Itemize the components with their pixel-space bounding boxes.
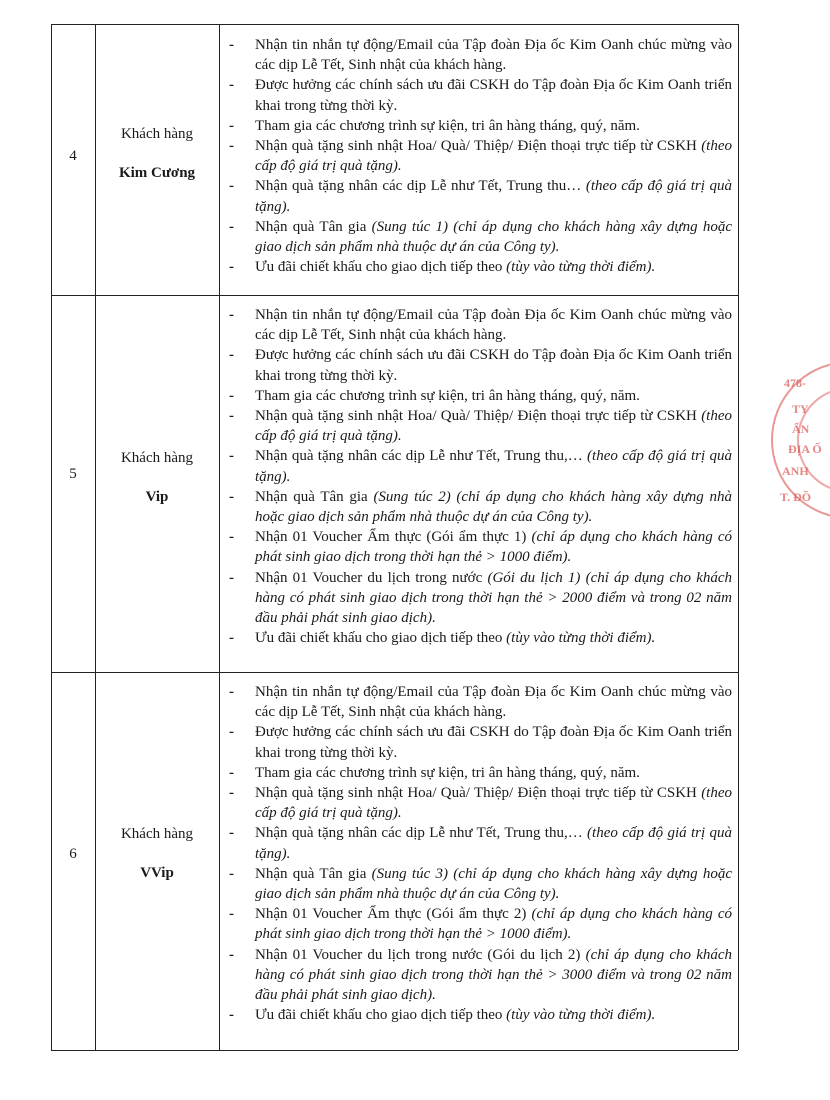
row-number: 4 [69,148,77,164]
bullet-dash: - [229,307,234,323]
benefit-text: Tham gia các chương trình sự kiện, tri ân hàng tháng, quý, năm. [255,117,640,134]
bullet-dash: - [229,117,234,134]
benefit-text: Nhận quà tặng sinh nhật Hoa/ Quà/ Thiệp/ Điện thoại trực tiếp từ CSKH [255,138,697,155]
bullet-dash: - [229,178,234,195]
benefit-note: (tùy vào từng thời điểm). [506,1007,656,1024]
benefit-text: Nhận 01 Voucher du lịch trong nước (Gói du lịch 2) [255,946,581,963]
benefit-item [222,176,732,216]
seal-text-fragment: T. ĐỒ [780,490,812,504]
bullet-dash: - [229,825,234,842]
benefit-text: Nhận quà Tân gia [255,218,367,235]
benefit-note: (theo cấp độ giá trị quà tặng). [255,785,733,822]
benefit-text: Tham gia các chương trình sự kiện, tri ân hàng tháng, quý, năm. [255,764,640,781]
benefit-note: (theo cấp độ giá trị quà tặng). [255,825,732,862]
benefit-item [222,864,732,904]
bullet-dash: - [229,448,234,465]
benefit-item [222,945,732,1006]
bullet-dash: - [229,387,234,404]
benefit-text: Được hưởng các chính sách ưu đãi CSKH do Tập đoàn Địa ốc Kim Oanh triển khai trong từng thời kỳ. [255,77,732,114]
row-number: 5 [69,466,77,482]
benefit-item [222,446,732,486]
benefit-item [222,386,732,406]
benefit-text: Nhận tin nhắn tự động/Email của Tập đoàn Địa ốc Kim Oanh chúc mừng vào các dịp Lễ Tết, Sinh nhật của khách hàng. [255,37,732,74]
benefit-text: Nhận quà tặng nhân các dịp Lễ như Tết, Trung thu… [255,178,582,195]
benefit-item [222,345,732,385]
benefit-text: Nhận tin nhắn tự động/Email của Tập đoàn Địa ốc Kim Oanh chúc mừng vào các dịp Lễ Tết, Sinh nhật của khách hàng. [255,307,732,344]
benefit-item [222,568,732,629]
benefit-item [222,682,732,722]
benefit-note: (tùy vào từng thời điểm). [506,259,656,276]
benefit-item [222,527,732,567]
benefit-text: Nhận quà tặng sinh nhật Hoa/ Quà/ Thiệp/ Điện thoại trực tiếp từ CSKH [255,408,697,425]
bullet-dash: - [229,946,234,963]
customer-label: Khách hàng [120,826,194,842]
benefit-item [222,75,732,115]
benefit-item [222,257,732,277]
seal-text-fragment: ĐỊA Ố [788,442,822,456]
table-top-border [51,24,738,25]
benefit-text: Tham gia các chương trình sự kiện, tri ân hàng tháng, quý, năm. [255,387,640,404]
benefit-item [222,35,732,75]
customer-label: Khách hàng [120,450,194,466]
seal-text-fragment: TY [792,402,809,416]
benefit-text: Ưu đãi chiết khấu cho giao dịch tiếp theo [255,630,503,647]
bullet-dash: - [229,724,234,741]
benefit-item [222,722,732,762]
row-divider [51,295,738,296]
row-number: 6 [69,846,77,862]
bullet-dash: - [229,77,234,94]
table-left-border [51,24,52,1050]
benefit-text: Nhận 01 Voucher Ẩm thực (Gói ẩm thực 2) [255,906,527,923]
benefit-note: (chỉ áp dụng cho khách hàng có phát sinh giao dịch trong thời hạn thẻ > 1000 điểm). [255,529,733,566]
benefit-note: (chỉ áp dụng cho khách hàng có phát sinh giao dịch trong thời hạn thẻ > 3000 điểm và trong 02 năm đầu phải phát sinh giao dịch). [255,946,733,1004]
benefit-item [222,116,732,136]
benefit-text: Nhận quà tặng nhân các dịp Lễ như Tết, Trung thu,… [255,448,583,465]
customer-tier-cell [95,450,219,506]
bullet-dash: - [229,259,234,276]
benefit-item [222,628,732,648]
benefit-item [222,305,732,345]
bullet-dash: - [229,569,234,586]
tier-name: Vip [145,489,169,505]
benefit-note: (Sung túc 2) (chỉ áp dụng cho khách hàng xây dựng nhà hoặc giao dịch sản phẩm nhà thuộc dự án của Công ty). [255,488,733,526]
bullet-dash: - [229,865,234,882]
benefit-text: Nhận quà Tân gia [255,865,367,882]
benefit-item [222,136,732,176]
bullet-dash: - [229,764,234,781]
bullet-dash: - [229,488,234,505]
benefit-text: Nhận quà Tân gia [255,488,368,505]
seal-text-fragment: ANH [782,464,809,478]
benefit-text: Nhận quà tặng nhân các dịp Lễ như Tết, Trung thu,… [255,825,583,842]
bullet-dash: - [229,1007,234,1024]
bullet-dash: - [229,684,234,700]
bullet-dash: - [229,347,234,364]
benefit-text: Được hưởng các chính sách ưu đãi CSKH do Tập đoàn Địa ốc Kim Oanh triển khai trong từng thời kỳ. [255,724,732,761]
table-right-border [738,24,739,1050]
benefit-text: Được hưởng các chính sách ưu đãi CSKH do Tập đoàn Địa ốc Kim Oanh triển khai trong từng thời kỳ. [255,347,732,384]
benefit-item [222,487,732,527]
bullet-dash: - [229,785,234,802]
benefit-item [222,763,732,783]
benefit-note: (theo cấp độ giá trị quà tặng). [255,448,732,485]
benefit-text: Nhận 01 Voucher du lịch trong nước [255,569,483,586]
benefit-text: Nhận 01 Voucher Ẩm thực (Gói ẩm thực 1) [255,529,527,546]
seal-text-fragment: 478- [784,376,806,390]
benefit-note: (tùy vào từng thời điểm). [506,630,656,647]
benefit-text: Nhận tin nhắn tự động/Email của Tập đoàn Địa ốc Kim Oanh chúc mừng vào các dịp Lễ Tết, Sinh nhật của khách hàng. [255,684,732,721]
benefit-text: Ưu đãi chiết khấu cho giao dịch tiếp theo [255,259,503,276]
bullet-dash: - [229,408,234,425]
customer-tier-cell [95,826,219,882]
benefit-item [222,904,732,944]
benefit-note: (theo cấp độ giá trị quà tặng). [255,178,732,215]
seal-text-fragment: ẤN [792,422,810,436]
customer-tier-cell [95,126,219,182]
benefit-note: (Sung túc 3) (chỉ áp dụng cho khách hàng xây dựng hoặc giao dịch sản phẩm nhà thuộc dự án của Công ty). [255,865,733,903]
benefit-note: (chỉ áp dụng cho khách hàng có phát sinh giao dịch trong thời hạn thẻ > 1000 điểm). [255,906,733,943]
bullet-dash: - [229,906,234,923]
bullet-dash: - [229,630,234,647]
benefit-list [222,305,732,648]
benefit-list [222,35,732,277]
customer-label: Khách hàng [120,126,194,142]
table-bottom-border [51,1050,738,1051]
bullet-dash: - [229,138,234,155]
benefit-note: (theo cấp độ giá trị quà tặng). [255,138,733,175]
tier-name: VVip [140,865,174,881]
benefit-item [222,783,732,823]
benefit-note: (theo cấp độ giá trị quà tặng). [255,408,733,445]
row-divider [51,672,738,673]
bullet-dash: - [229,37,234,53]
benefit-item [222,1005,732,1025]
column-divider [219,24,220,1050]
benefit-list [222,682,732,1025]
benefit-note: (Gói du lịch 1) (chỉ áp dụng cho khách hàng có phát sinh giao dịch trong thời hạn thẻ > 2000 điểm và trong 02 năm đầu phải phát sinh giao dịch). [255,569,733,627]
benefit-item [222,217,732,257]
company-seal-stamp [770,355,830,525]
benefit-text: Ưu đãi chiết khấu cho giao dịch tiếp theo [255,1007,503,1024]
benefit-text: Nhận quà tặng sinh nhật Hoa/ Quà/ Thiệp/ Điện thoại trực tiếp từ CSKH [255,785,697,802]
benefit-item [222,406,732,446]
bullet-dash: - [229,218,234,235]
tier-name: Kim Cương [118,165,196,181]
benefit-item [222,823,732,863]
bullet-dash: - [229,529,234,546]
benefit-note: (Sung túc 1) (chỉ áp dụng cho khách hàng xây dựng hoặc giao dịch sản phẩm nhà thuộc dự án của Công ty). [255,218,733,256]
